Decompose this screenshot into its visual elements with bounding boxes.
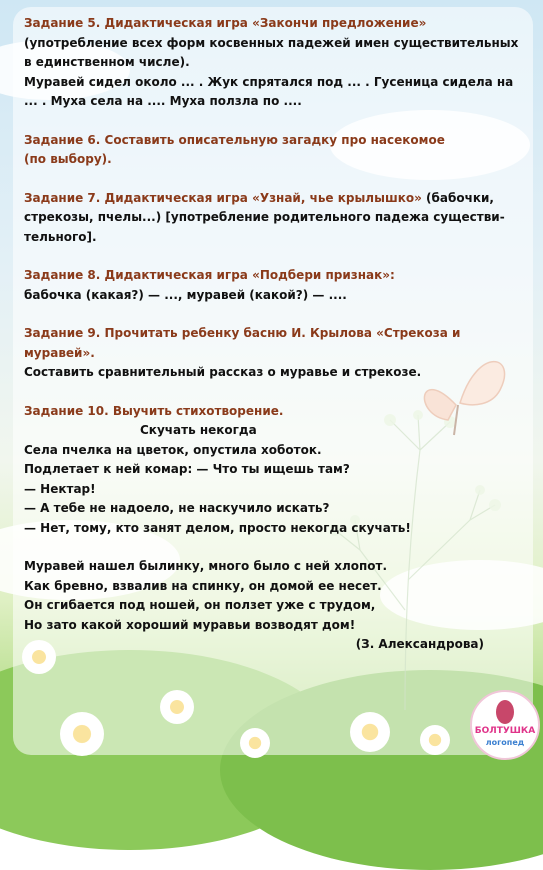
spacer <box>24 247 524 266</box>
spacer <box>24 305 524 324</box>
poem-stanza: Села пчелка на цветок, опустила хоботок. Подлетает к ней комар: — Что ты ищешь там? — Нектар! — А тебе не надоело, не наскучило искать? — Нет, тому, кто занят делом, просто некогда скучать! <box>24 442 411 535</box>
spacer <box>24 112 524 131</box>
spacer <box>24 383 524 402</box>
boltushka-logo <box>470 690 540 760</box>
poem-author: (З. Александрова) <box>355 637 484 651</box>
task-heading: Задание 10. Выучить стихотворение. <box>24 403 284 418</box>
logo-mascot-icon <box>496 700 514 724</box>
task-heading: Задание 7. Дидактическая игра «Узнай, чье крылышко» <box>24 190 422 205</box>
poem-title: Скучать некогда <box>140 423 257 437</box>
worksheet-content <box>24 14 524 655</box>
spacer <box>24 170 524 189</box>
logo-subtitle: логопед <box>485 738 525 747</box>
task-7 <box>24 189 524 248</box>
task-body: (бабочки, стрекозы, пчелы...) [употребление родительного падежа существи-тельного]. <box>24 190 505 244</box>
task-body: бабочка (какая?) — ..., муравей (какой?) — .... <box>24 287 347 302</box>
poem-stanza: Муравей нашел былинку, много было с ней хлопот. Как бревно, взвалив на спинку, он домой ее несет. Он сгибается под ношей, он ползет уже с трудом, Но зато какой хороший муравьи возводят дом! <box>24 559 388 632</box>
task-heading: Задание 8. Дидактическая игра «Подбери признак»: <box>24 268 395 282</box>
task-heading: Задание 5. Дидактическая игра «Закончи предложение» <box>24 16 427 30</box>
task-body: Составить сравнительный рассказ о муравье и стрекозе. <box>24 365 422 379</box>
logo-title: БОЛТУШКА <box>474 726 536 736</box>
task-heading: Задание 9. Прочитать ребенку басню И. Крылова «Стрекоза и муравей». <box>24 326 461 360</box>
task-body: (употребление всех форм косвенных падежей имен существительных в единственном числе). Муравей сидел около ... . Жук спрятался под ... . Гусеница сидела на ... . Муха села на .... Муха ползла по .... <box>24 35 519 108</box>
task-heading: Задание 6. Составить описательную загадку про насекомое (по выбору). <box>24 132 445 166</box>
spacer <box>24 538 524 557</box>
